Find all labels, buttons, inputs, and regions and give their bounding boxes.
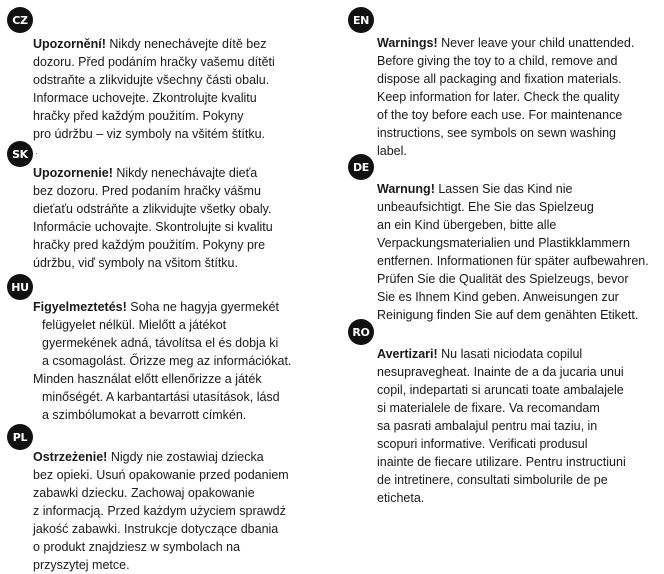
- warning-line: copil, indepartati si aruncati toate ambalajele: [377, 383, 624, 397]
- warning-line: hračky pred každým použitím. Pokyny pre: [33, 238, 266, 252]
- warning-line: jakość zabawki. Instrukcje dotyczące dbania: [33, 522, 279, 536]
- warning-line: Minden használat előtt ellenőrizze a játék: [33, 372, 262, 386]
- warning-line: Prüfen Sie die Qualität des Spielzeugs, bevor: [377, 272, 629, 286]
- warning-line: hračky před každým použitím. Pokyny: [33, 109, 244, 123]
- warning-line: Nu lasati niciodata copilul: [437, 347, 583, 361]
- warning-line: gyermekének adná, távolítsa el és dobja ki: [42, 336, 279, 350]
- warning-line: sa pasrati ambalajul pentru mai taziu, in: [377, 419, 598, 433]
- warning-line: of the toy before each use. For maintenance: [377, 108, 623, 122]
- language-badge-en: EN: [348, 7, 374, 33]
- warning-line: Verpackungsmaterialien und Plastikklammern: [377, 236, 630, 250]
- warning-line: minőségét. A karbantartási utasítások, lásd: [42, 390, 280, 404]
- warning-line: scopuri informative. Verificati produsul: [377, 437, 588, 451]
- warning-heading: Ostrzeżenie!: [33, 450, 108, 464]
- warning-heading: Warnings!: [377, 36, 438, 50]
- warning-line: Soha ne hagyja gyermekét: [126, 300, 279, 314]
- warning-heading: Figyelmeztetés!: [33, 300, 127, 314]
- warning-line: felügyelet nélkül. Mielőtt a játékot: [42, 318, 227, 332]
- warning-line: o produkt znajdziesz w symbolach na: [33, 540, 241, 554]
- language-badge-pl: PL: [7, 424, 33, 450]
- warning-line: pro údržbu – viz symboly na všitém štítku.: [33, 127, 266, 141]
- warning-line: Informácie uchovajte. Skontrolujte si kvalitu: [33, 220, 273, 234]
- warning-text-sk: [33, 164, 273, 272]
- warning-line: an ein Kind übergeben, bitte alle: [377, 218, 557, 232]
- warning-line: dispose all packaging and fixation materials.: [377, 72, 622, 86]
- warning-line: Nigdy nie zostawiaj dziecka: [107, 450, 264, 464]
- warning-text-ro: [377, 345, 626, 507]
- warning-line: przyszytej metce.: [33, 558, 130, 572]
- warning-line: instructions, see symbols on sewn washing: [377, 126, 617, 140]
- warning-line: de intretinere, consultati simbolurile de pe: [377, 473, 608, 487]
- warning-line: Informace uchovejte. Zkontrolujte kvalitu: [33, 91, 257, 105]
- warning-line: label.: [377, 144, 407, 158]
- warning-text-en: [377, 34, 634, 160]
- language-badge-ro: RO: [348, 319, 374, 345]
- warning-line: odstraňte a zlikvidujte všechny části obalu.: [33, 73, 270, 87]
- warning-line: Never leave your child unattended.: [437, 36, 635, 50]
- warning-heading: Upozornenie!: [33, 166, 113, 180]
- warning-line: údržbu, viď symboly na všitom štítku.: [33, 256, 238, 270]
- warning-text-de: [377, 180, 649, 324]
- warning-line: Nikdy nenechávejte dítě bez: [105, 37, 267, 51]
- stray-dot: ·: [35, 148, 38, 158]
- warning-line: Lassen Sie das Kind nie: [434, 182, 573, 196]
- language-badge-de: DE: [348, 154, 374, 180]
- warning-line: entfernen. Informationen für später aufbewahren.: [377, 254, 649, 268]
- warning-line: bez dozoru. Pred podaním hračky vášmu: [33, 184, 261, 198]
- warning-line: unbeaufsichtigt. Ehe Sie das Spielzeug: [377, 200, 594, 214]
- warning-line: inainte de fiecare utilizare. Pentru instructiuni: [377, 455, 626, 469]
- warning-heading: Avertizari!: [377, 347, 438, 361]
- warning-text-cz: [33, 35, 275, 143]
- warning-heading: Warnung!: [377, 182, 435, 196]
- warning-line: Nikdy nenechávajte dieťa: [112, 166, 258, 180]
- warning-line: bez opieki. Usuń opakowanie przed podaniem: [33, 468, 289, 482]
- warning-line: dieťaťu odstráňte a zlikvidujte všetky obaly.: [33, 202, 272, 216]
- warning-text-hu: [33, 298, 291, 424]
- language-badge-hu: HU: [7, 274, 33, 300]
- warning-line: zabawki dziecku. Zachowaj opakowanie: [33, 486, 255, 500]
- warning-line: Before giving the toy to a child, remove and: [377, 54, 618, 68]
- warning-line: eticheta.: [377, 491, 425, 505]
- warning-line: z informacją. Przed każdym użyciem sprawdź: [33, 504, 286, 518]
- warning-line: a csomagolást. Őrizze meg az információkat.: [42, 354, 292, 368]
- warning-line: nesupravegheat. Inainte de a da jucaria unui: [377, 365, 624, 379]
- language-badge-sk: SK: [7, 141, 33, 167]
- warning-line: Reinigung finden Sie auf dem genähten Etikett.: [377, 308, 639, 322]
- warning-line: Sie es Ihnem Kind geben. Anweisungen zur: [377, 290, 619, 304]
- warning-line: si materialele de fixare. Va recomandam: [377, 401, 600, 415]
- language-badge-cz: CZ: [7, 7, 33, 33]
- warning-line: dozoru. Před podáním hračky vašemu dítěti: [33, 55, 275, 69]
- warning-line: a szimbólumokat a bevarrott címkén.: [42, 408, 247, 422]
- warning-heading: Upozornění!: [33, 37, 106, 51]
- warning-line: Keep information for later. Check the quality: [377, 90, 620, 104]
- warning-text-pl: [33, 448, 289, 574]
